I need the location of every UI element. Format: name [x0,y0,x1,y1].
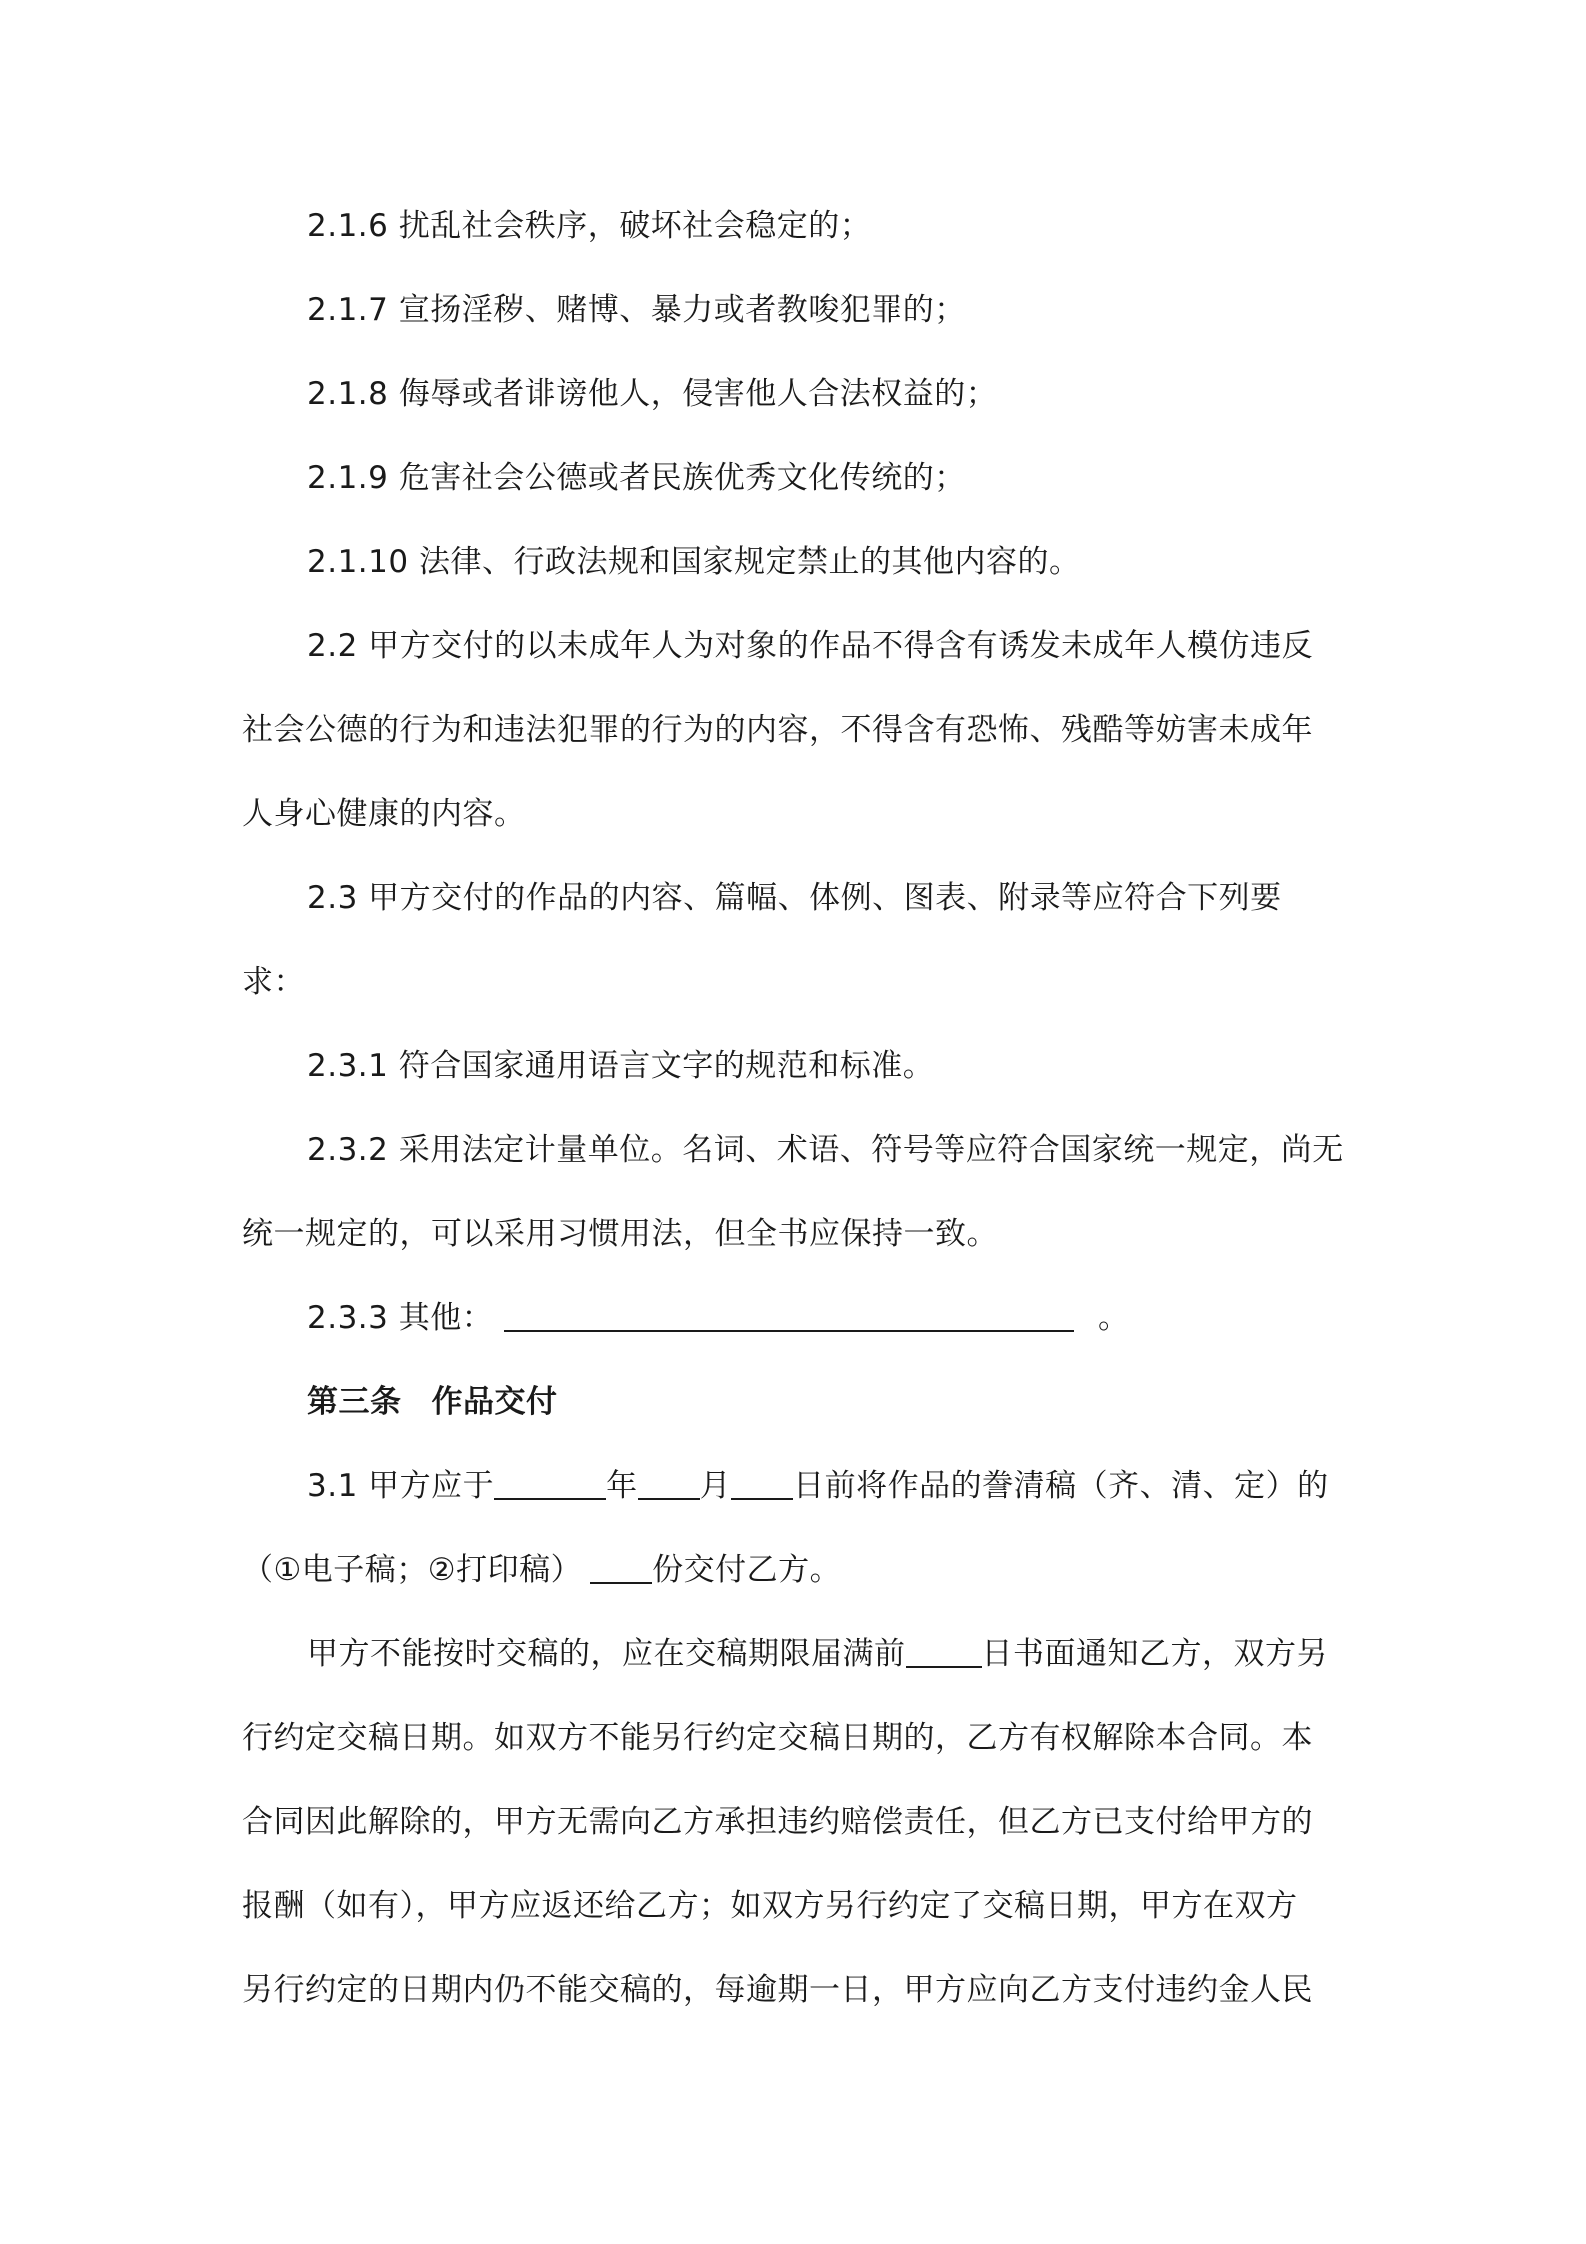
clause-3-1-intro: 3.1 甲方应于 [307,1468,495,1504]
month-label: 月 [699,1468,732,1504]
late-clause-line2: 行约定交稿日期。如双方不能另行约定交稿日期的，乙方有权解除本合同。本 [242,1720,1313,1756]
format-options: （①电子稿；②打印稿） [242,1552,583,1588]
clause-2-1-7: 2.1.7 宣扬淫秽、赌博、暴力或者教唆犯罪的； [307,292,966,328]
clause-3-1-line1 [242,1466,1427,1506]
article-3-number: 第三条 [307,1384,402,1420]
clause-2-3-2-line1: 2.3.2 采用法定计量单位。名词、术语、符号等应符合国家统一规定，尚无 [307,1132,1344,1168]
other-blank-field[interactable] [504,1300,1074,1332]
clause-2-1-6: 2.1.6 扰乱社会秩序，破坏社会稳定的； [307,208,872,244]
month-blank-field[interactable] [638,1468,700,1500]
late-clause-rest: 日书面通知乙方，双方另 [981,1636,1328,1672]
notice-days-blank-field[interactable] [906,1636,982,1668]
clause-3-1-rest: 日前将作品的誊清稿（齐、清、定）的 [793,1468,1329,1504]
clause-2-1-8: 2.1.8 侮辱或者诽谤他人，侵害他人合法权益的； [307,376,998,412]
clause-2-3-3 [242,1298,1427,1338]
clause-2-3-line2: 求： [242,964,305,1000]
late-clause-line3: 合同因此解除的，甲方无需向乙方承担违约赔偿责任，但乙方已支付给甲方的 [242,1804,1313,1840]
clause-2-2-line2: 社会公德的行为和违法犯罪的行为的内容，不得含有恐怖、残酷等妨害未成年 [242,712,1313,748]
copies-blank-field[interactable] [590,1552,652,1584]
clause-2-1-9: 2.1.9 危害社会公德或者民族优秀文化传统的； [307,460,966,496]
other-label: 2.3.3 其他： [307,1300,494,1336]
article-3-heading [242,1382,1427,1422]
clause-2-3-line1: 2.3 甲方交付的作品的内容、篇幅、体例、图表、附录等应符合下列要 [307,880,1282,916]
clause-3-1-line2 [242,1550,1362,1590]
clause-2-1-10: 2.1.10 法律、行政法规和国家规定禁止的其他内容的。 [307,544,1081,580]
clause-2-2-line1: 2.2 甲方交付的以未成年人为对象的作品不得含有诱发未成年人模仿违反 [307,628,1314,664]
year-label: 年 [606,1468,638,1504]
copies-label: 份交付乙方。 [652,1552,842,1588]
late-clause-line4: 报酬（如有），甲方应返还给乙方；如双方另行约定了交稿日期，甲方在双方 [242,1888,1298,1924]
clause-2-3-1: 2.3.1 符合国家通用语言文字的规范和标准。 [307,1048,935,1084]
late-clause-line1 [242,1634,1427,1674]
other-end: 。 [1097,1300,1130,1336]
late-clause-line5: 另行约定的日期内仍不能交稿的，每逾期一日，甲方应向乙方支付违约金人民 [242,1972,1313,2008]
year-blank-field[interactable] [494,1468,606,1500]
late-clause-intro: 甲方不能按时交稿的，应在交稿期限届满前 [307,1636,906,1672]
article-3-title: 作品交付 [431,1384,558,1420]
clause-2-2-line3: 人身心健康的内容。 [242,796,526,832]
day-blank-field[interactable] [731,1468,793,1500]
clause-2-3-2-line2: 统一规定的，可以采用习惯用法，但全书应保持一致。 [242,1216,998,1252]
